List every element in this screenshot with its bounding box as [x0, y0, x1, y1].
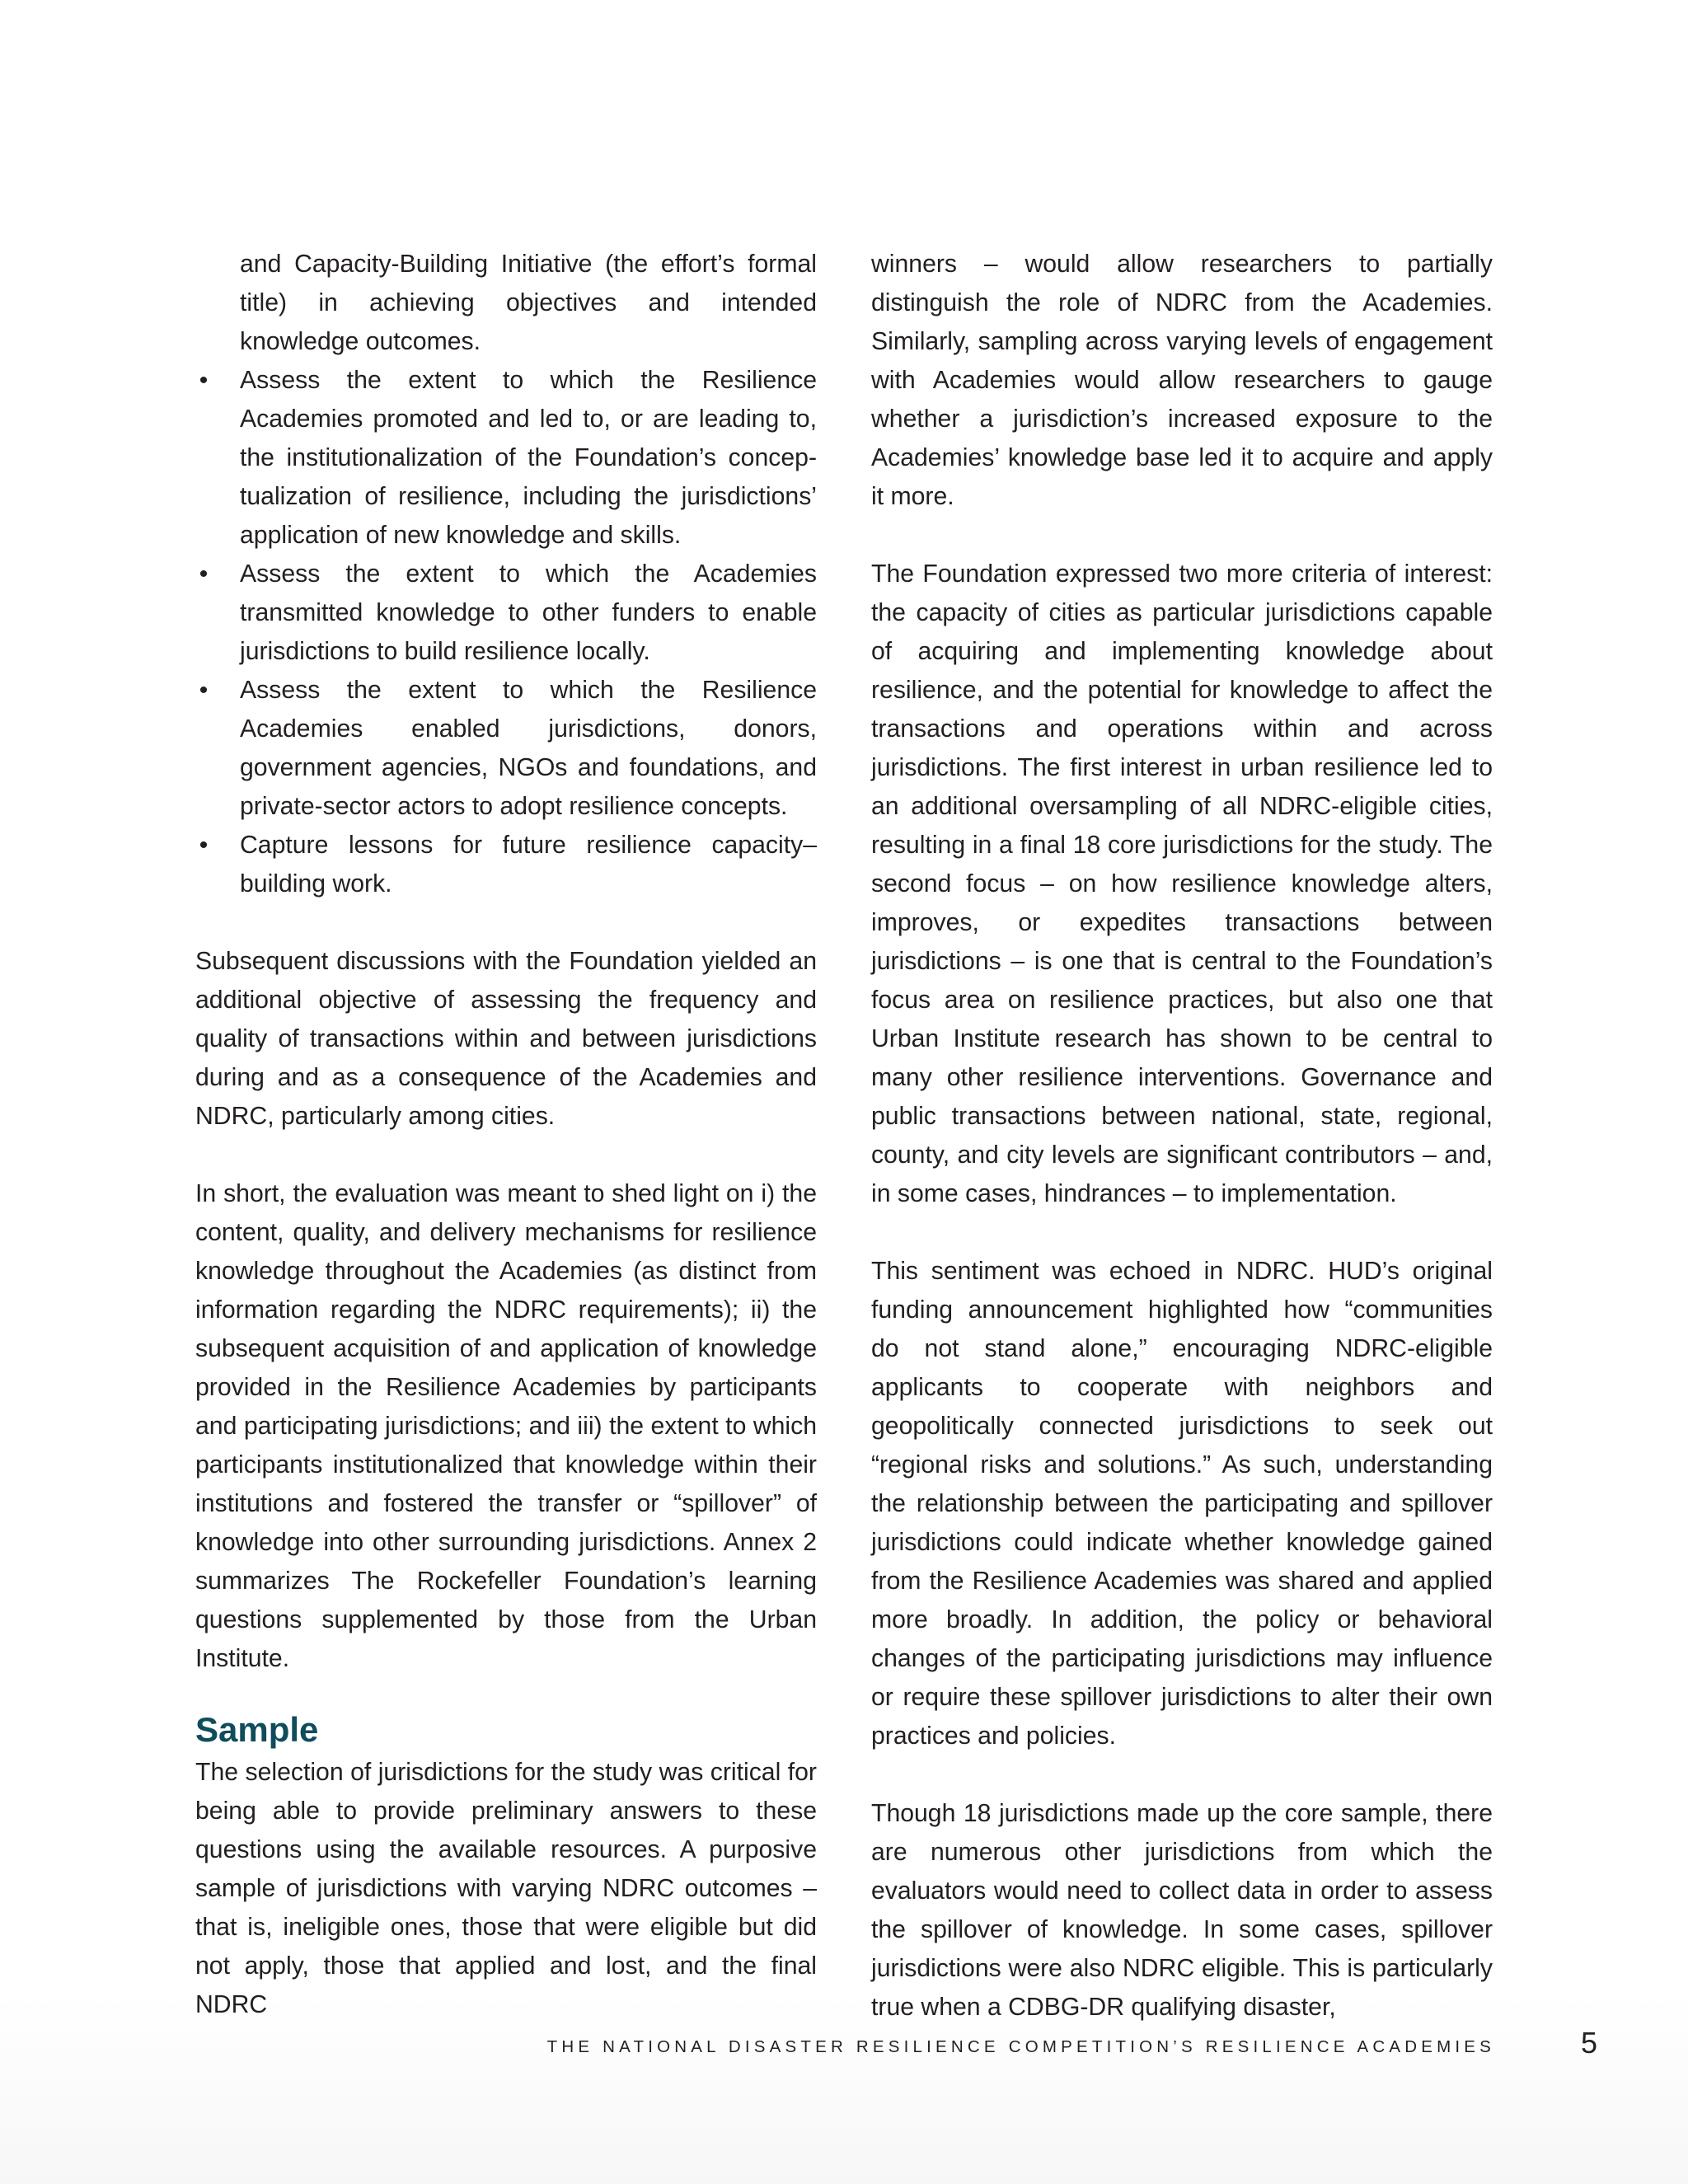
bullet-text: Assess the extent to which the Academies transmitted knowledge to other funders to enable jurisdictions to build resilience locally. [240, 560, 817, 665]
body-paragraph: The Foundation expressed two more criteria of interest: the capacity of cities as particular jurisdictions capable of acquiring and implementing knowledge about resilience, and the potential for knowledge to affect the transactions and operations within and across jurisdictions. The first interest in urban resilience led to an additional oversampling of all NDRC-eligible cities, resulting in a final 18 core jurisdictions for the study. The second focus – on how resilience knowledge alters, improves, or expedites transactions between jurisdictions – is one that is central to the Foundation’s focus area on resilience practices, but also one that Urban Institute research has shown to be central to many other resilience interventions. Governance and public transactions between national, state, regional, county, and city levels are significant contributors – and, in some cases, hindrances – to implementation. [871, 560, 1493, 1207]
bullet-dot-icon: • [199, 832, 209, 859]
body-paragraph: In short, the evaluation was meant to shed light on i) the content, quality, and delivery mechanisms for resilience knowledge throughout the Academies (as distinct from information regarding the NDRC requirements); ii) the subsequent acquisition of and application of knowledge provided in the Resilience Academies by participants and participating jurisdictions; and iii) the extent to which participants institutionalized that knowledge within their institutions and fostered the transfer or “spillover” of knowledge into other surrounding jurisdictions. Annex 2 summarizes The Rockefeller Foundation’s learning questions supplemented by those from the Urban Institute. [195, 1180, 817, 1672]
bullet-dot-icon: • [199, 367, 209, 394]
body-paragraph: The selection of jurisdictions for the study was critical for being able to provide preliminary answers to these questions using the available resources. A purposive sample of jurisdictions with varying NDRC outcomes – that is, ineligible ones, those that were eligible but did not apply, those that applied and lost, and the final NDRC [195, 1759, 817, 2018]
bullet-text: Assess the extent to which the Resilience Academies promoted and led to, or are leading to, the institutionalization of the Foundation’s conceptualization of resilience, including the jurisdictions’ application of new knowledge and skills. [240, 367, 817, 549]
bullet-item [195, 826, 817, 903]
left-column [195, 245, 817, 2024]
body-paragraph: Though 18 jurisdictions made up the core sample, there are numerous other jurisdictions from which the evaluators would need to collect data in order to assess the spillover of knowledge. In some cases, spillover jurisdictions were also NDRC eligible. This is particularly true when a CDBG-DR qualifying disaster, [871, 1800, 1493, 2021]
section-heading-sample: Sample [195, 1710, 319, 1749]
body-paragraph: This sentiment was echoed in NDRC. HUD’s original funding announcement highlighted how “communities do not stand alone,” encouraging NDRC-eligible applicants to cooperate with neighbors and geopolitically connected jurisdictions to seek out “regional risks and solutions.” As such, understanding the relationship between the participating and spillover jurisdictions could indicate whether knowledge gained from the Resilience Academies was shared and applied more broadly. In addition, the policy or behavioral changes of the participating jurisdictions may influence or require these spillover jurisdictions to alter their own practices and policies. [871, 1258, 1493, 1750]
body-paragraph: Subsequent discussions with the Foundation yielded an additional objective of assessing the frequency and quality of transactions within and between jurisdictions during and as a consequence of the Academies and NDRC, particularly among cities. [195, 948, 817, 1130]
bullet-dot-icon: • [199, 560, 209, 588]
bullet-text: Assess the extent to which the Resilience Academies enabled jurisdictions, donors, government agencies, NGOs and foundations, and private-sector actors to adopt resilience concepts. [240, 677, 817, 820]
bullet-item [195, 555, 817, 671]
running-footer-title: THE NATIONAL DISASTER RESILIENCE COMPETITION’S RESILIENCE ACADEMIES [546, 2037, 1495, 2056]
bullet-text: Capture lessons for future resilience capacity–building work. [240, 832, 817, 898]
bullet-item [195, 671, 817, 826]
right-column [871, 245, 1493, 2027]
bullet-item [195, 361, 817, 555]
body-paragraph: winners – would allow researchers to partially distinguish the role of NDRC from the Academies. Similarly, sampling across varying levels of engagement with Academies would allow researchers to gauge whether a jurisdiction’s increased exposure to the Academies’ knowledge base led it to acquire and apply it more. [871, 251, 1493, 510]
page-number: 5 [1581, 2026, 1598, 2060]
bullet-dot-icon: • [199, 677, 209, 704]
objectives-bullet-list [195, 361, 817, 903]
continued-bullet-text: and Capacity-Building Initiative (the effort’s formal title) in achieving objectives and intended knowledge outcomes. [240, 251, 817, 355]
